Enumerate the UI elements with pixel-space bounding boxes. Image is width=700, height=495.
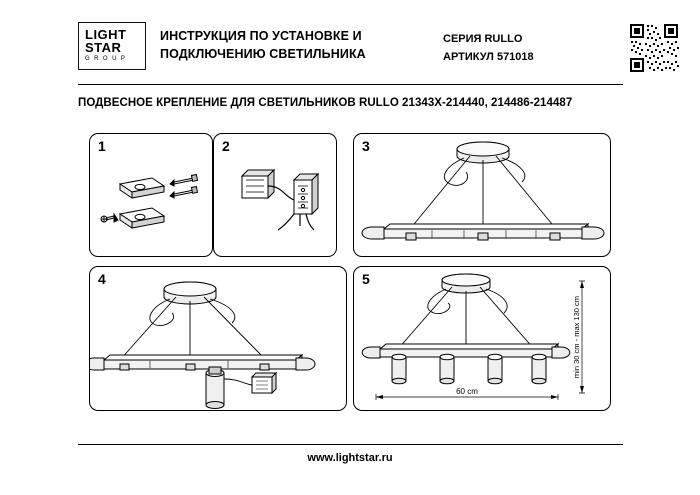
step-panel-5: [353, 266, 611, 411]
article-label: АРТИКУЛ 571018: [443, 51, 534, 63]
step-panel-1: [89, 133, 213, 257]
step-3-illustration: [354, 134, 612, 258]
logo-line-3: G R O U P: [85, 56, 127, 62]
footer-divider: [78, 444, 623, 445]
width-dimension-label: 60 cm: [456, 387, 478, 396]
product-subtitle: ПОДВЕСНОЕ КРЕПЛЕНИЕ ДЛЯ СВЕТИЛЬНИКОВ RULLO 21343X-214440, 214486-214487: [78, 97, 573, 109]
step-1-illustration: [90, 134, 214, 258]
height-dimension-label: min 30 cm - max 130 cm: [572, 295, 581, 379]
series-label: СЕРИЯ RULLO: [443, 33, 523, 45]
brand-logo: [78, 22, 146, 70]
step-panel-4: [89, 266, 347, 411]
step-5-illustration: [354, 267, 612, 412]
step-4-illustration: [90, 267, 348, 412]
step-2-illustration: [214, 134, 338, 258]
document-title: [160, 27, 430, 63]
website-link[interactable]: www.lightstar.ru: [307, 452, 393, 464]
step-panel-2: [213, 133, 337, 257]
document-title-line-1: ИНСТРУКЦИЯ ПО УСТАНОВКЕ И: [160, 29, 362, 43]
step-panel-3: [353, 133, 611, 257]
logo-line-2: STAR: [85, 40, 122, 55]
qr-code-icon: [628, 22, 680, 74]
step-number-5: 5: [362, 271, 370, 287]
document-title-line-2: ПОДКЛЮЧЕНИЮ СВЕТИЛЬНИКА: [160, 47, 366, 61]
product-info: [443, 30, 593, 66]
step-number-1: 1: [98, 138, 106, 154]
step-number-4: 4: [98, 271, 106, 287]
header-divider: [78, 84, 623, 85]
header: [78, 22, 623, 78]
logo-line-1: LIGHT: [85, 27, 127, 42]
step-number-2: 2: [222, 138, 230, 154]
step-number-3: 3: [362, 138, 370, 154]
